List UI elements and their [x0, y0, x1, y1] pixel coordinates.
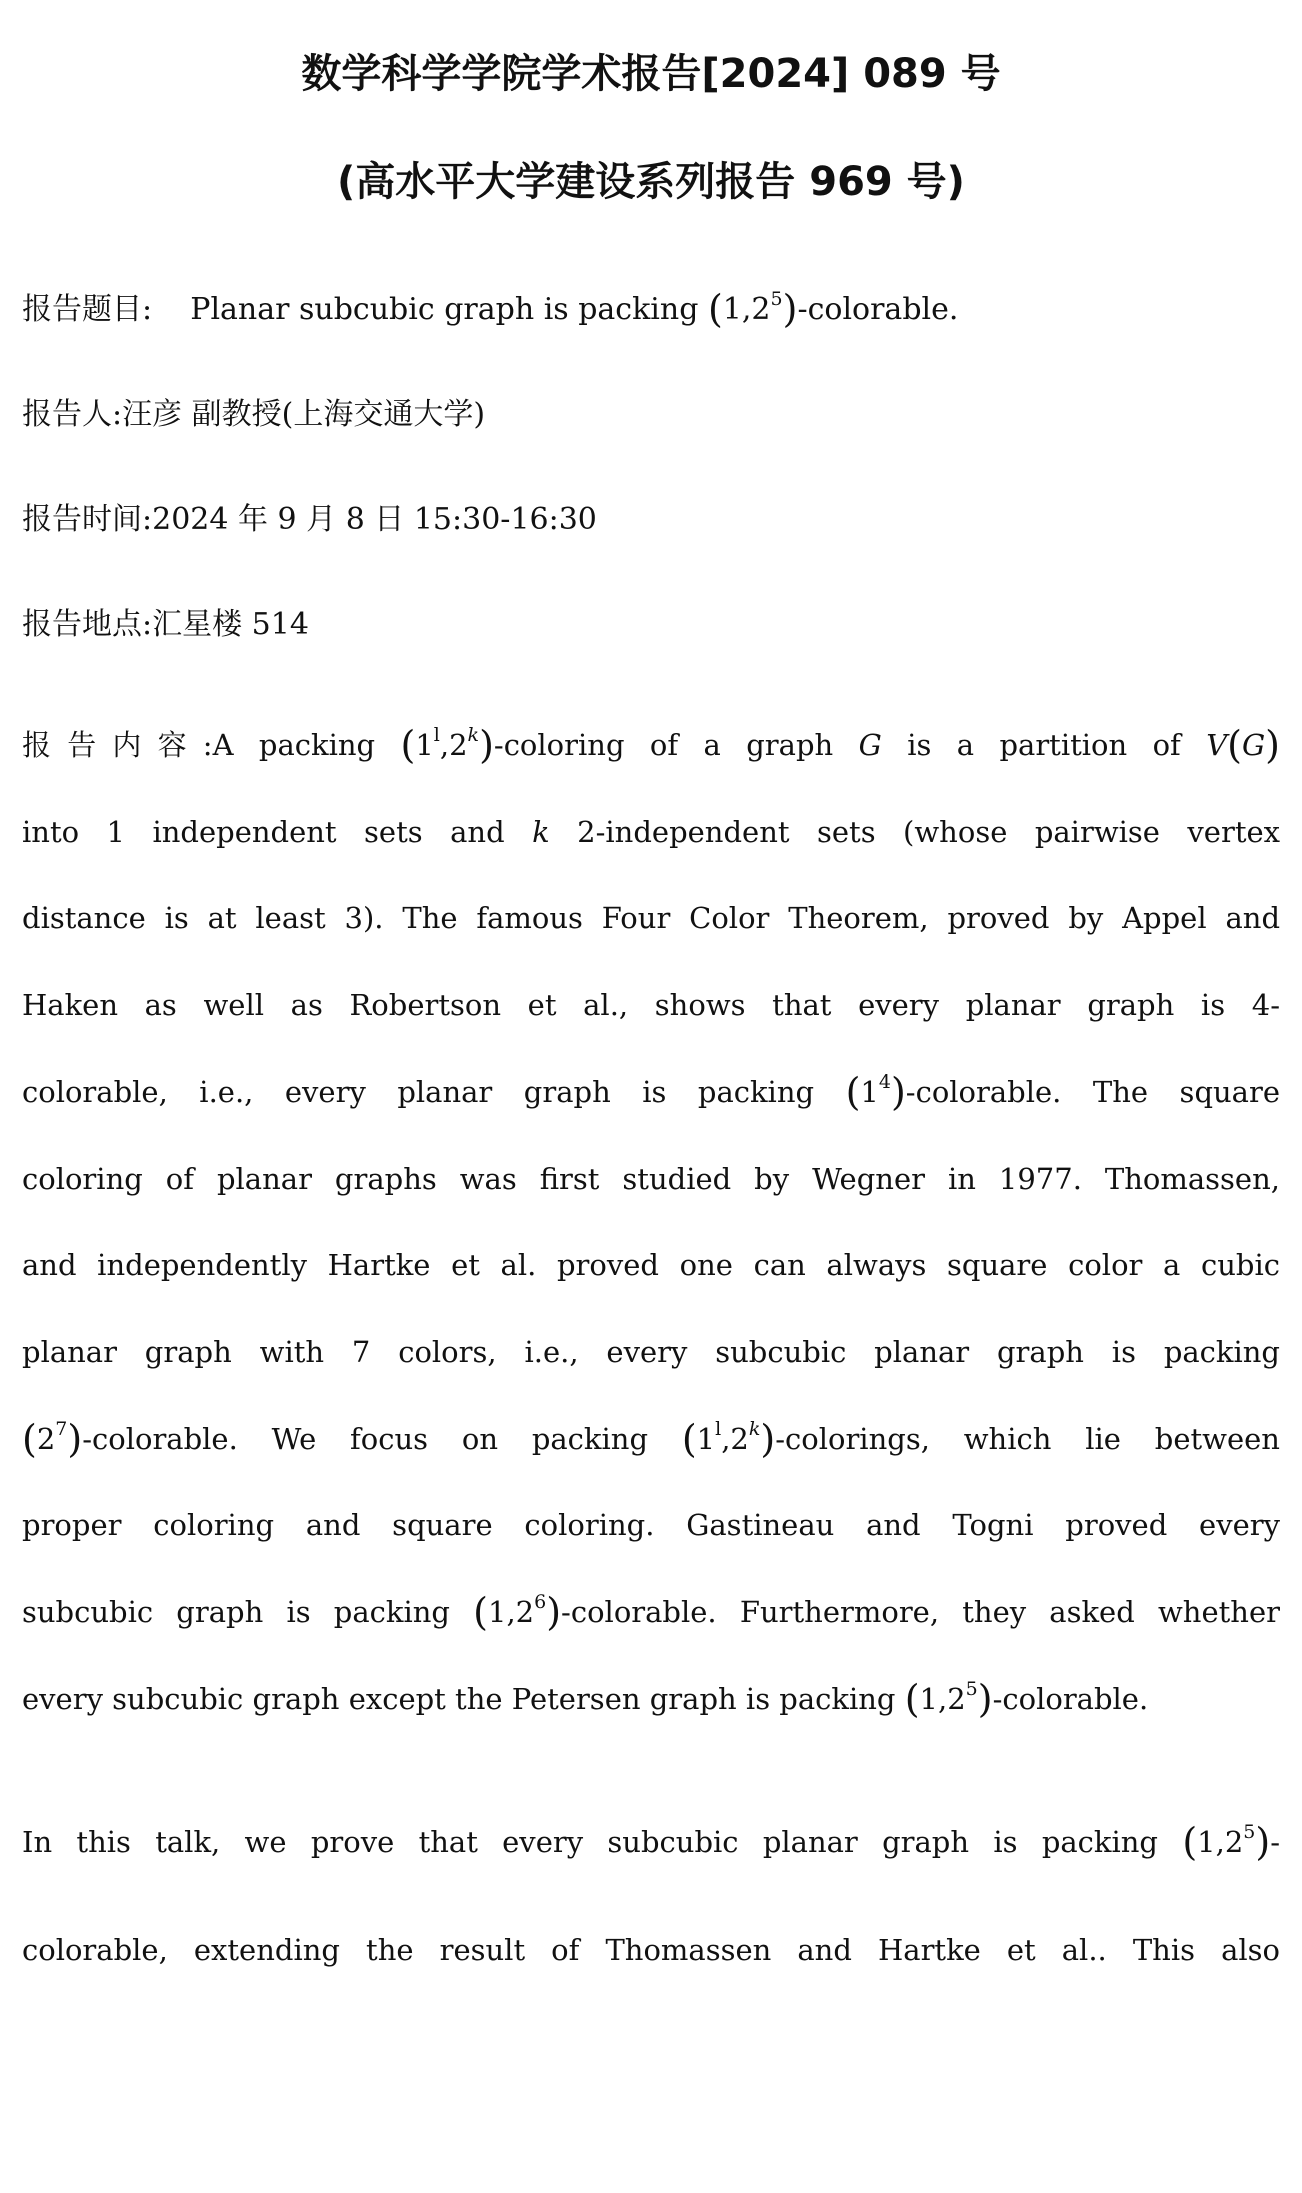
abstract-line: planar graph with 7 colors, i.e., every subcubic planar graph is packing: [22, 1334, 1280, 1369]
report-speaker: [22, 395, 1280, 435]
math-packing-1-2-5: $(1,2^5)$: [904, 1676, 993, 1721]
report-number-title: 数学科学学院学术报告[2024] 089 号: [301, 51, 1001, 97]
abstract-line: coloring of planar graphs was first studied by Wegner in 1977. Thomassen,: [22, 1161, 1280, 1196]
math-packing-1-2-5: $(1,2^5)$: [1182, 1820, 1271, 1864]
abstract-line: every subcubic graph except the Petersen graph is packing $(1,2^5)$-colorable.: [22, 1676, 1149, 1721]
abstract-line: 报告内容:A packing (1$^l$,2$^k$)-coloring of a graph G is a partition of V(G): [22, 723, 1280, 767]
location-text: 汇星楼 514: [152, 607, 309, 642]
math-V-of-G: V(G): [1206, 723, 1280, 767]
abstract-line: distance is at least 3). The famous Four Color Theorem, proved by Appel and: [22, 901, 1281, 936]
report-abstract: [22, 702, 1280, 1742]
math-4: 4: [1251, 988, 1271, 1023]
report-time: [22, 500, 1280, 540]
abstract-line: $(2^7)$-colorable. We focus on packing (1$^l$,2$^k$)-colorings, which lie between: [22, 1416, 1280, 1461]
talk-paragraph: [22, 1788, 1280, 2004]
math-7: 7: [351, 1334, 371, 1369]
math-packing-1-2-6: $(1,2^6)$: [473, 1590, 562, 1635]
math-G: G: [858, 728, 882, 762]
math-packing-1-4: $(1^4)$: [845, 1069, 906, 1114]
math-packing-2-7: $(2^7)$: [22, 1416, 83, 1461]
math-2: 2: [577, 814, 596, 849]
math-3: 3: [344, 901, 363, 936]
report-location: [22, 605, 1280, 645]
math-packing-1-2-5: $(1,2^5)$: [707, 287, 798, 331]
time-text: 2024 年 9 月 8 日 15:30-16:30: [152, 502, 597, 537]
talk-line: In this talk, we prove that every subcubic planar graph is packing $(1,2^5)-$: [22, 1820, 1280, 1864]
abstract-line: colorable, i.e., every planar graph is packing $(1^4)$-colorable. The square: [22, 1069, 1280, 1114]
topic-text: Planar subcubic graph is packing: [190, 292, 699, 327]
math-k: k: [532, 814, 550, 849]
abstract-line: subcubic graph is packing $(1,2^6)$-colorable. Furthermore, they asked whether: [22, 1590, 1280, 1635]
abstract-line: Haken as well as Robertson et al., shows that every planar graph is 4-: [22, 988, 1280, 1023]
speaker-label: 报告人:: [22, 397, 123, 432]
report-topic: [22, 287, 1280, 331]
abstract-label: 报告内容:: [22, 728, 213, 762]
topic-tail: -colorable.: [797, 292, 959, 327]
series-number-title: (高水平大学建设系列报告 969 号): [337, 159, 965, 205]
abstract-line: and independently Hartke et al. proved one can always square color a cubic: [22, 1248, 1280, 1283]
math-packing-1l-2k: (1$^l$,2$^k$): [400, 723, 494, 767]
location-label: 报告地点:: [22, 607, 153, 642]
math-packing-1l-2k: (1$^l$,2$^k$): [681, 1416, 776, 1461]
time-label: 报告时间:: [22, 502, 153, 537]
speaker-text: 汪彦 副教授(上海交通大学): [122, 397, 486, 432]
abstract-line: proper coloring and square coloring. Gastineau and Togni proved every: [22, 1508, 1280, 1543]
abstract-line: into 1 independent sets and k 2-independent sets (whose pairwise vertex: [22, 814, 1281, 849]
topic-label: 报告题目:: [22, 292, 153, 327]
talk-line: colorable, extending the result of Thomassen and Hartke et al.. This also: [22, 1933, 1280, 1967]
